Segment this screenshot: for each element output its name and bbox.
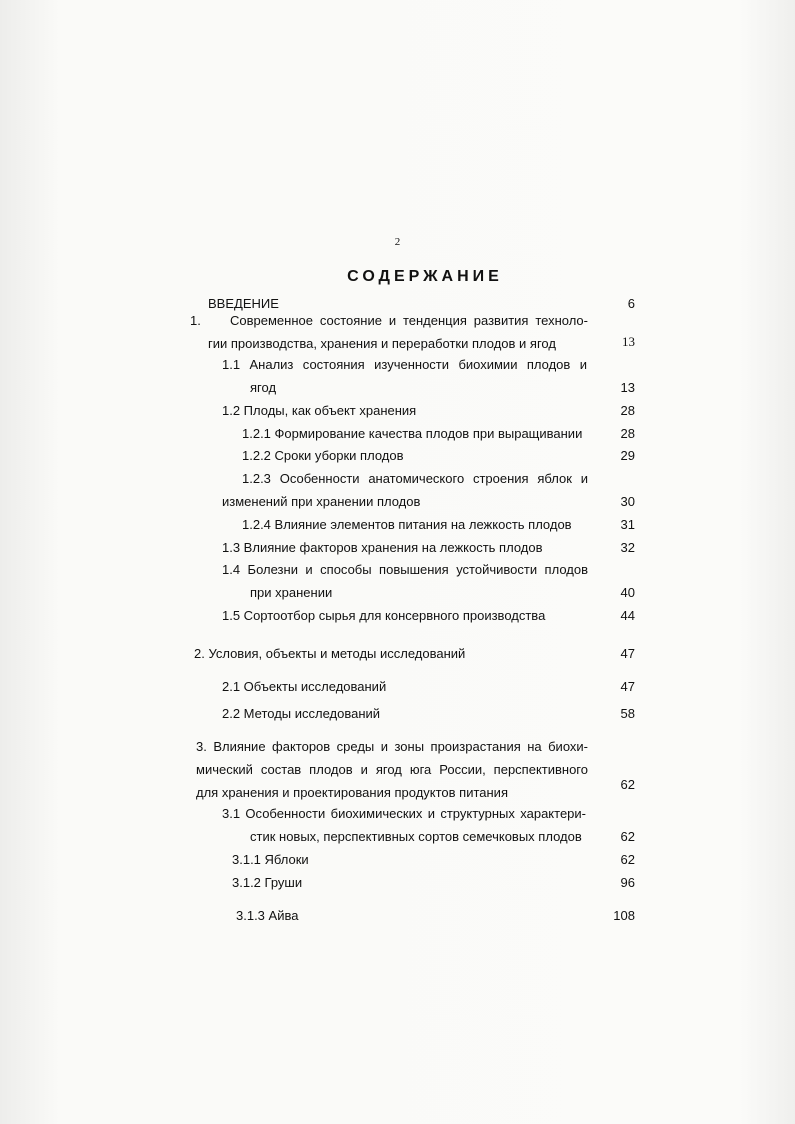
toc-entry-3-1-line1: 3.1 Особенности биохимических и структурных характери- (222, 806, 586, 821)
toc-entry-3-line3: для хранения и проектирования продуктов питания (196, 785, 508, 800)
toc-entry-3-1-line2: стик новых, перспективных сортов семечковых плодов (250, 829, 582, 844)
toc-page-2-2: 58 (620, 706, 635, 721)
toc-entry-1-2-1: 1.2.1 Формирование качества плодов при выращивании (242, 426, 583, 441)
toc-page-intro: 6 (627, 296, 635, 311)
toc-entry-1-2-2: 1.2.2 Сроки уборки плодов (242, 448, 404, 463)
toc-page-2: 47 (620, 646, 635, 661)
toc-page-3-1-2: 96 (620, 875, 635, 890)
toc-entry-1-line1: Современное состояние и тенденция развития техноло- (230, 313, 588, 328)
toc-page-1-2-1: 28 (620, 426, 635, 441)
toc-page-3-1: 62 (620, 829, 635, 844)
toc-page-1-2-3: 30 (620, 494, 635, 509)
toc-page-1: 13 (622, 334, 635, 349)
toc-entry-1-2-4: 1.2.4 Влияние элементов питания на лежкость плодов (242, 517, 572, 532)
toc-page-3-1-3: 108 (613, 908, 635, 923)
toc-page-1-4: 40 (620, 585, 635, 600)
toc-entry-1-5: 1.5 Сортоотбор сырья для консервного производства (222, 608, 546, 623)
toc-page-3-1-1: 62 (620, 852, 635, 867)
toc-page-1-3: 32 (620, 540, 635, 555)
page-title: СОДЕРЖАНИЕ (347, 268, 503, 285)
toc-entry-1-2: 1.2 Плоды, как объект хранения (222, 403, 417, 418)
toc-entry-2-1: 2.1 Объекты исследований (222, 679, 387, 694)
toc-entry-3-1-1: 3.1.1 Яблоки (232, 852, 309, 867)
toc-entry-2: 2. Условия, объекты и методы исследований (194, 646, 466, 661)
toc-entry-1-line2: гии производства, хранения и переработки плодов и ягод (208, 336, 556, 351)
toc-page-1-5: 44 (620, 608, 635, 623)
toc-page-1-2-4: 31 (620, 517, 635, 532)
toc-page-3: 62 (620, 777, 635, 792)
toc-page-1-2-2: 29 (620, 448, 635, 463)
toc-entry-intro: ВВЕДЕНИЕ (208, 296, 279, 311)
toc-entry-3-1-2: 3.1.2 Груши (232, 875, 303, 890)
toc-entry-1-4-line2: при хранении (250, 585, 333, 600)
toc-entry-2-2: 2.2 Методы исследований (222, 706, 381, 721)
page-number: 2 (394, 236, 401, 248)
toc-entry-1-2-3-line2: изменений при хранении плодов (222, 494, 421, 509)
toc-entry-3-line1: 3. Влияние факторов среды и зоны произрастания на биохи- (196, 739, 588, 754)
toc-entry-3-line2: мический состав плодов и ягод юга России, перспективного (196, 762, 588, 777)
toc-entry-1-4-line1: 1.4 Болезни и способы повышения устойчивости плодов (222, 562, 588, 577)
toc-entry-1-number: 1. (190, 313, 201, 328)
toc-entry-1-3: 1.3 Влияние факторов хранения на лежкость плодов (222, 540, 543, 555)
toc-page-1-1: 13 (620, 380, 635, 395)
toc-page-2-1: 47 (620, 679, 635, 694)
toc-page-1-2: 28 (620, 403, 635, 418)
toc-entry-3-1-3: 3.1.3 Айва (236, 908, 299, 923)
toc-entry-1-2-3-line1: 1.2.3 Особенности анатомического строения яблок и (242, 471, 588, 486)
toc-entry-1-1-line2: ягод (250, 380, 277, 395)
toc-entry-1-1-line1: 1.1 Анализ состояния изученности биохимии плодов и (222, 357, 587, 372)
